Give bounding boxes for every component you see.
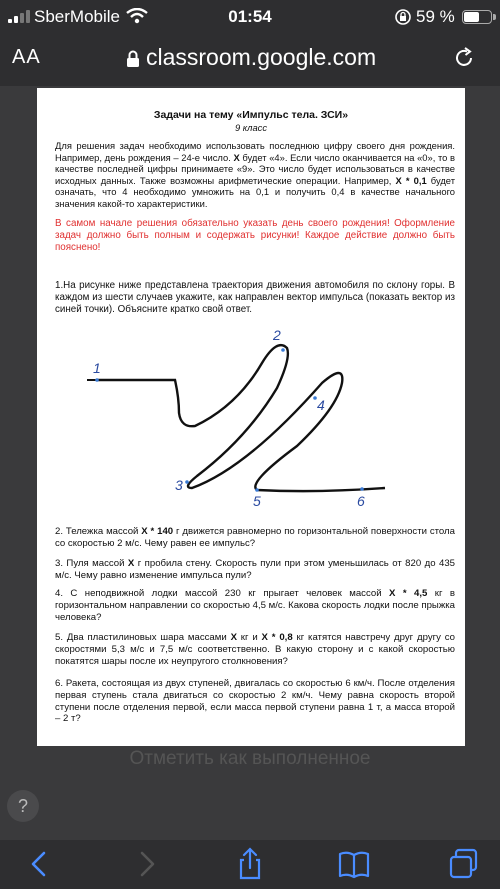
question-4: 4. С неподвижной лодки массой 230 кг прыгает человек массой X * 4,5 кг в горизонтальном направлении со скоростью 4,5 м/с. Какова скорость лодки после прыжка человека? [55, 588, 455, 623]
label-5: 5 [253, 493, 261, 508]
label-2: 2 [273, 328, 281, 343]
question-5: 5. Два пластилиновых шара массами X кг и X * 0,8 кг катятся навстречу друг другу со скоростями 5,3 м/с и 7,5 м/с соответственно. В какую сторону и с какой скоростью покатятся шары после их неупругого столкновения? [55, 632, 455, 667]
options-button[interactable]: ? [7, 790, 39, 822]
rotation-lock-icon [394, 8, 412, 31]
battery-icon [462, 10, 492, 24]
address-bar [0, 34, 500, 86]
point-1 [95, 378, 99, 382]
assignment-document [37, 88, 465, 758]
point-2 [281, 348, 285, 352]
trajectory-figure [87, 328, 387, 508]
forward-icon[interactable] [128, 846, 164, 882]
clock: 01:54 [228, 7, 272, 26]
point-3 [185, 480, 189, 484]
label-3: 3 [175, 477, 183, 493]
question-3: 3. Пуля массой X г пробила стену. Скорость пули при этом уменьшилась от 820 до 435 м/с. Чему равно изменение импульса пули? [55, 558, 455, 581]
question-2: 2. Тележка массой X * 140 г движется равномерно по горизонтальной поверхности стола со скоростью 2 м/с. Чему равен ее импульс? [55, 526, 455, 549]
intro-paragraph: Для решения задач необходимо использовать последнюю цифру своего дня рождения. Например, день рождения – 24-е число. X будет «4». Если число оканчивается на «0», то в качестве последней цифры принимаете «9». Это число будет использоваться в качестве исходных данных. Также возможны арифметические операции. Например, X * 0,1 будет означать, что 4 необходимо умножить на 0,1 и получить 0,4 в качестве начального значения какой-то характеристики. [55, 140, 455, 209]
url-field[interactable]: classroom.google.com [146, 44, 377, 70]
share-icon[interactable] [232, 846, 268, 882]
label-1: 1 [93, 360, 101, 376]
point-6 [360, 487, 364, 491]
browser-toolbar [0, 840, 500, 889]
doc-title: Задачи на тему «Импульс тела. ЗСИ» [153, 109, 349, 121]
reader-settings-button[interactable]: AA [12, 46, 41, 68]
reload-icon[interactable] [452, 46, 476, 75]
mark-done-button[interactable]: Отметить как выполненное [0, 746, 500, 776]
point-5 [255, 488, 259, 492]
back-icon[interactable] [22, 846, 58, 882]
trajectory-path [97, 345, 385, 491]
doc-subtitle: 9 класс [234, 122, 268, 133]
tabs-icon[interactable] [446, 846, 482, 882]
status-bar [0, 0, 500, 34]
battery-percent: 59 % [416, 7, 455, 26]
lock-icon [126, 50, 140, 73]
label-6: 6 [357, 493, 365, 508]
carrier-name: SberMobile [34, 7, 120, 26]
warning-paragraph: В самом начале решения обязательно указать день своего рождения! Оформление задач должно быть полным и содержать рисунки! Каждое действие должно быть пояснено! [55, 218, 455, 253]
web-content [0, 86, 500, 846]
question-1: 1.На рисунке ниже представлена траектория движения автомобиля по склону горы. В каждом из шести случаев укажите, как направлен вектор импульса (показать вектор из синей точки). Объясните кратко свой ответ. [55, 280, 455, 315]
bookmarks-icon[interactable] [336, 846, 372, 882]
question-6: 6. Ракета, состоящая из двух ступеней, двигалась со скоростью 6 км/ч. После отделения первая ступень стала двигаться со скоростью 2 км/ч. Чему равна скорость второй ступени после отделения первой, если масса первой ступени равна 1 т, а масса второй – 2 т? [55, 678, 455, 725]
label-4: 4 [317, 397, 325, 413]
